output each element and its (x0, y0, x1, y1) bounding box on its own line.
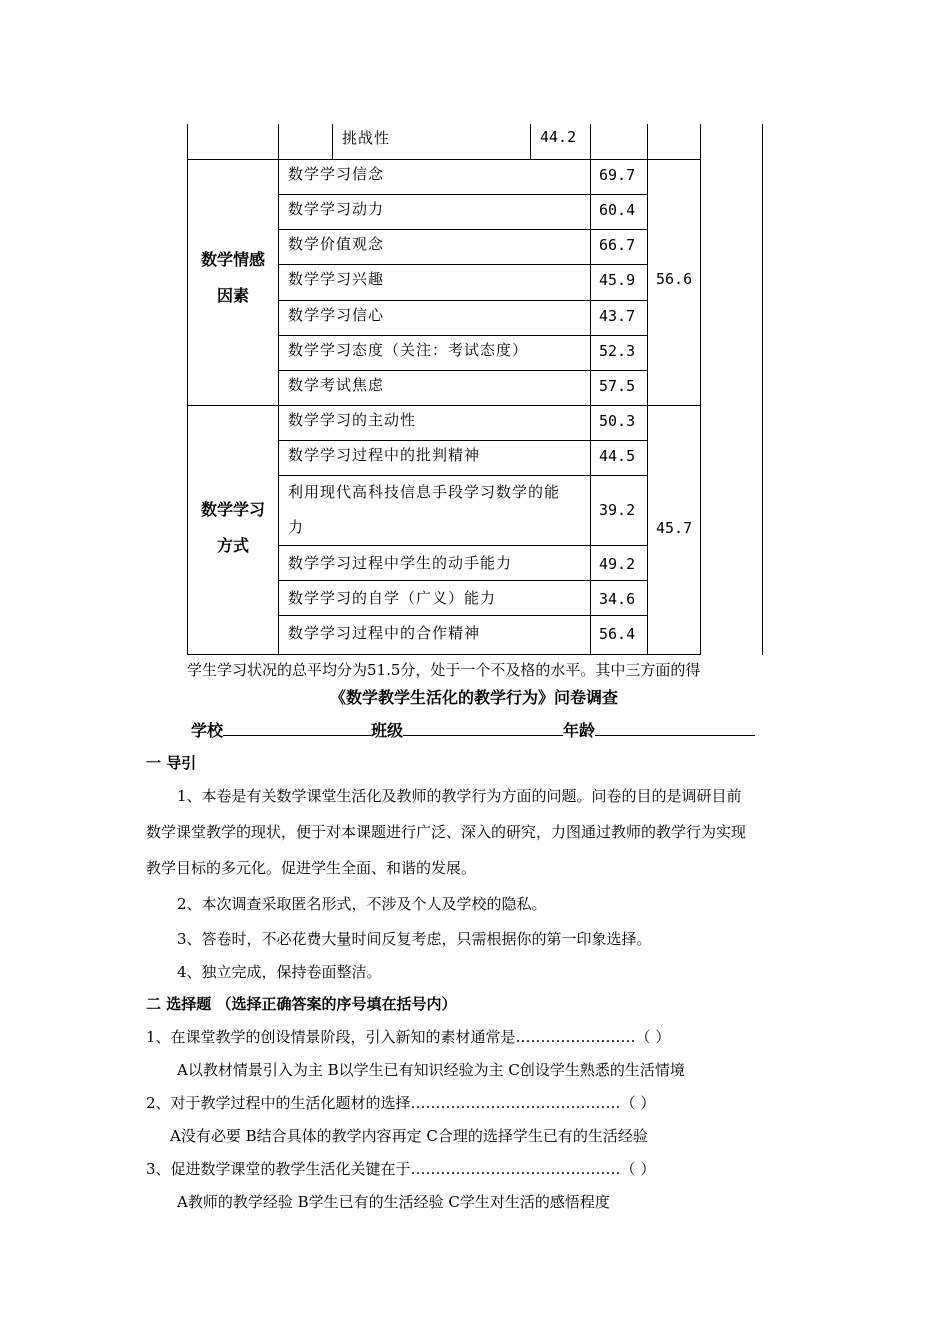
paragraph-line: 教学目标的多元化。促进学生全面、和谐的发展。 (146, 859, 477, 877)
table-cell-label: 数学学习态度（关注：考试态度） (288, 341, 529, 359)
row-line (278, 264, 647, 265)
table-cell-value: 57.5 (599, 377, 636, 395)
table-cell-value: 66.7 (599, 236, 636, 254)
group-title (188, 242, 278, 314)
paragraph-line: 数学课堂教学的现状，便于对本课题进行广泛、深入的研究，力图通过教师的教学行为实现 (146, 823, 747, 841)
table-border-top-inner3 (590, 124, 591, 160)
paragraph-line: 1、本卷是有关数学课堂生活化及教师的教学行为方面的问题。问卷的目的是调研目前 (177, 787, 742, 805)
table-cell-label: 数学学习信念 (288, 165, 385, 183)
group-title (188, 492, 278, 564)
row-line (278, 335, 647, 336)
table-cell-label: 数学学习信心 (288, 306, 385, 324)
survey-title: 《数学教学生活化的教学行为》问卷调查 (330, 688, 619, 707)
age-label: 年龄 (563, 721, 596, 740)
row-line (187, 159, 701, 160)
age-input-line[interactable] (595, 719, 755, 736)
table-cell-label: 数学学习的自学（广义）能力 (288, 589, 497, 607)
info-fields (191, 718, 755, 741)
question-3-options[interactable]: A教师的教学经验 B学生已有的生活经验 C学生对生活的感悟程度 (177, 1193, 610, 1211)
question-2-options[interactable]: A没有必要 B结合具体的教学内容再定 C合理的选择学生已有的生活经验 (170, 1127, 648, 1145)
group-title-line: 因素 (216, 286, 249, 305)
paragraph-line: 4、独立完成，保持卷面整洁。 (177, 963, 382, 981)
row-line (278, 580, 647, 581)
paragraph-line: 3、答卷时，不必花费大量时间反复考虑，只需根据你的第一印象选择。 (177, 930, 652, 948)
row-line (278, 370, 647, 371)
school-input-line[interactable] (223, 719, 371, 736)
row-line (278, 440, 647, 441)
paragraph-line: 2、本次调查采取匿名形式，不涉及个人及学校的隐私。 (177, 895, 547, 913)
table-cell-label: 数学学习兴趣 (288, 270, 385, 288)
question-3: 3、促进数学课堂的教学生活化关键在于……………………………………（ ） (146, 1160, 656, 1178)
school-label: 学校 (191, 721, 224, 740)
row-line (278, 300, 647, 301)
group-title-line: 方式 (216, 536, 249, 555)
row-line (278, 229, 647, 230)
table-cell-value: 44.5 (599, 447, 636, 465)
table-border-group (278, 124, 279, 655)
table-cell-value: 34.6 (599, 590, 636, 608)
table-cell-label: 挑战性 (342, 129, 391, 147)
table-border-top-inner2 (530, 124, 531, 160)
row-line (187, 405, 701, 406)
table-cell-value: 56.4 (599, 625, 636, 643)
question-1: 1、在课堂教学的创设情景阶段，引入新知的素材通常是……………………（ ） (146, 1028, 671, 1046)
row-line (278, 615, 647, 616)
table-cell-value: 69.7 (599, 166, 636, 184)
section-heading: 二 选择题 （选择正确答案的序号填在括号内） (146, 995, 457, 1013)
group-title-line: 数学学习 (200, 500, 265, 519)
section-heading: 一 导引 (146, 754, 197, 772)
table-cell-value: 44.2 (540, 128, 577, 146)
group-average: 45.7 (656, 519, 693, 537)
table-cell-value: 45.9 (599, 271, 636, 289)
table-cell-label: 利用现代高科技信息手段学习数学的能 (288, 483, 561, 501)
table-border-top-inner (332, 124, 333, 160)
table-cell-label: 数学学习动力 (288, 200, 385, 218)
table-cell-value: 43.7 (599, 307, 636, 325)
table-border-left (187, 124, 188, 655)
table-cell-label: 数学学习过程中的批判精神 (288, 446, 481, 464)
group-average: 56.6 (656, 270, 693, 288)
group-title-line: 数学情感 (200, 250, 265, 269)
table-cell-label: 数学学习的主动性 (288, 411, 417, 429)
table-cell-value: 50.3 (599, 412, 636, 430)
table-cell-label: 数学学习过程中学生的动手能力 (288, 554, 513, 572)
row-line (187, 654, 701, 655)
question-2: 2、对于教学过程中的生活化题材的选择……………………………………（ ） (146, 1094, 656, 1112)
table-border-right (762, 124, 763, 655)
row-line (278, 545, 647, 546)
row-line (278, 475, 647, 476)
table-border-avg (700, 124, 701, 655)
summary-line: 学生学习状况的总平均分为51.5分，处于一个不及格的水平。其中三方面的得 (187, 661, 701, 679)
table-cell-label: 数学价值观念 (288, 235, 385, 253)
table-cell-value: 52.3 (599, 342, 636, 360)
table-cell-value: 39.2 (599, 501, 636, 519)
row-line (278, 194, 647, 195)
table-cell-label: 数学学习过程中的合作精神 (288, 624, 481, 642)
table-cell-value: 60.4 (599, 201, 636, 219)
class-input-line[interactable] (403, 719, 563, 736)
class-label: 班级 (371, 721, 404, 740)
table-cell-label: 数学考试焦虑 (288, 376, 385, 394)
question-1-options[interactable]: A以教材情景引入为主 B以学生已有知识经验为主 C创设学生熟悉的生活情境 (177, 1061, 685, 1079)
table-border-value (647, 124, 648, 655)
table-cell-value: 49.2 (599, 555, 636, 573)
table-cell-label: 力 (288, 518, 305, 536)
